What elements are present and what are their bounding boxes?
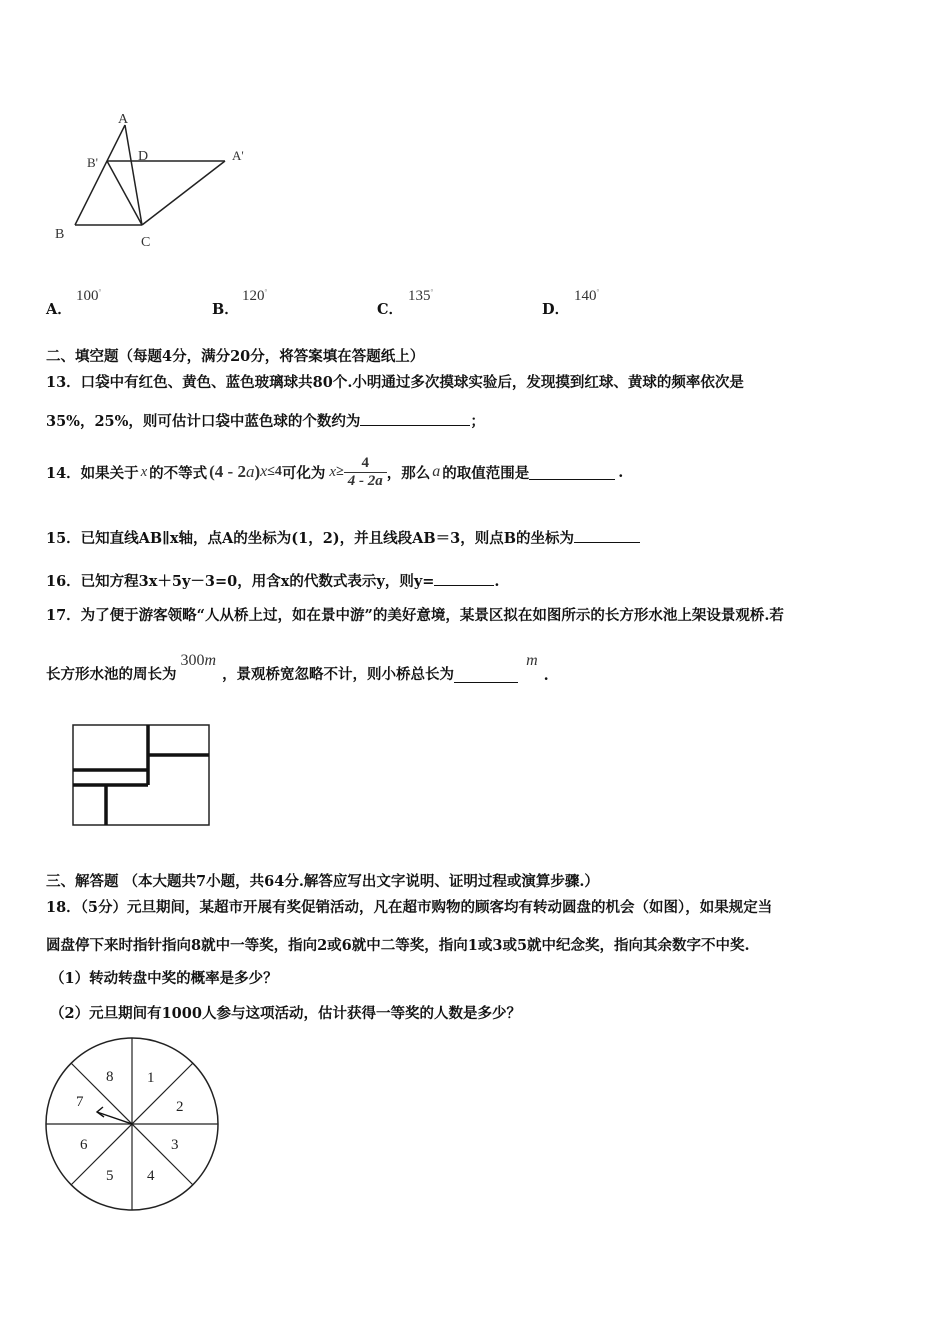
label-A: A — [118, 112, 129, 127]
spinner-number-5: 5 — [106, 1168, 114, 1184]
label-B-prime: B' — [87, 155, 99, 170]
q17-answer-blank[interactable] — [454, 668, 518, 683]
section-2-heading: 二、填空题（每题4分，满分20分，将答案填在答题纸上） — [46, 348, 425, 365]
q18-sub1: （1）转动转盘中奖的概率是多少？ — [50, 970, 278, 987]
label-D: D — [138, 149, 149, 164]
label-A-prime: A' — [232, 148, 244, 163]
spinner-figure — [40, 1034, 225, 1214]
q17-line1: 17．为了便于游客领略“人从桥上过，如在景中游”的美好意境，某景区拟在如图所示的长方形水池上架设景观桥.若 — [46, 607, 784, 624]
spinner-number-1: 1 — [147, 1070, 155, 1086]
label-B: B — [55, 227, 65, 242]
label-C: C — [141, 235, 151, 250]
option-a-value: 100° — [76, 288, 102, 304]
q14-answer-blank[interactable] — [529, 465, 615, 480]
q16-answer-blank[interactable] — [434, 571, 494, 586]
section-3-heading: 三、解答题 （本大题共7小题，共64分.解答应写出文字说明、证明过程或演算步骤.） — [46, 873, 599, 890]
option-a: A． — [46, 301, 72, 318]
spinner-number-7: 7 — [76, 1094, 84, 1110]
q15-answer-blank[interactable] — [574, 528, 640, 543]
spinner-number-2: 2 — [176, 1099, 184, 1115]
option-b-value: 120° — [242, 288, 268, 304]
q13-line1: 13．口袋中有红色、黄色、蓝色玻璃球共80个.小明通过多次摸球实验后，发现摸到红球、黄球的频率依次是 — [46, 374, 744, 391]
option-b: B． — [212, 301, 239, 318]
spinner-number-4: 4 — [147, 1168, 155, 1184]
option-c: C． — [377, 301, 404, 318]
q13-line2: 35%，25%，则可估计口袋中蓝色球的个数约为 ； — [46, 413, 485, 430]
spinner-number-6: 6 — [80, 1137, 88, 1153]
q18-line2: 圆盘停下来时指针指向8就中一等奖，指向2或6就中二等奖，指向1或3或5就中纪念奖，指向其余数字不中奖. — [46, 937, 750, 954]
spinner-number-3: 3 — [171, 1137, 179, 1153]
option-d-value: 140° — [574, 288, 600, 304]
option-c-value: 135° — [408, 288, 434, 304]
q16-line: 16．已知方程3x＋5y－3=0，用含x的代数式表示y，则y= . — [46, 573, 500, 590]
q17-line2: 长方形水池的周长为 300m ，景观桥宽忽略不计，则小桥总长为 m . — [46, 652, 549, 684]
spinner-number-8: 8 — [106, 1069, 114, 1085]
triangle-figure — [50, 108, 260, 253]
q15-line: 15．已知直线AB∥x轴，点A的坐标为(1，2)，并且线段AB＝3，则点B的坐标为 — [46, 527, 640, 548]
q13-answer-blank[interactable] — [360, 411, 470, 426]
q18-sub2: （2）元旦期间有1000人参与这项活动，估计获得一等奖的人数是多少？ — [50, 1005, 521, 1022]
q14-fraction: $\frac{4}{4 - 2a}$ — [344, 455, 387, 490]
option-d: D． — [542, 301, 570, 318]
pool-figure — [70, 722, 215, 828]
q18-line1: 18．（5分）元旦期间，某超市开展有奖促销活动，凡在超市购物的顾客均有转动圆盘的机会（如图），如果规定当 — [46, 899, 773, 916]
q14-line: 14．如果关于 x 的不等式 (4 - 2a) x ≤4 可化为 x ≥ $\frac{4}{4 - 2a}$ ，那么 a 的取值范围是 . — [46, 454, 624, 489]
